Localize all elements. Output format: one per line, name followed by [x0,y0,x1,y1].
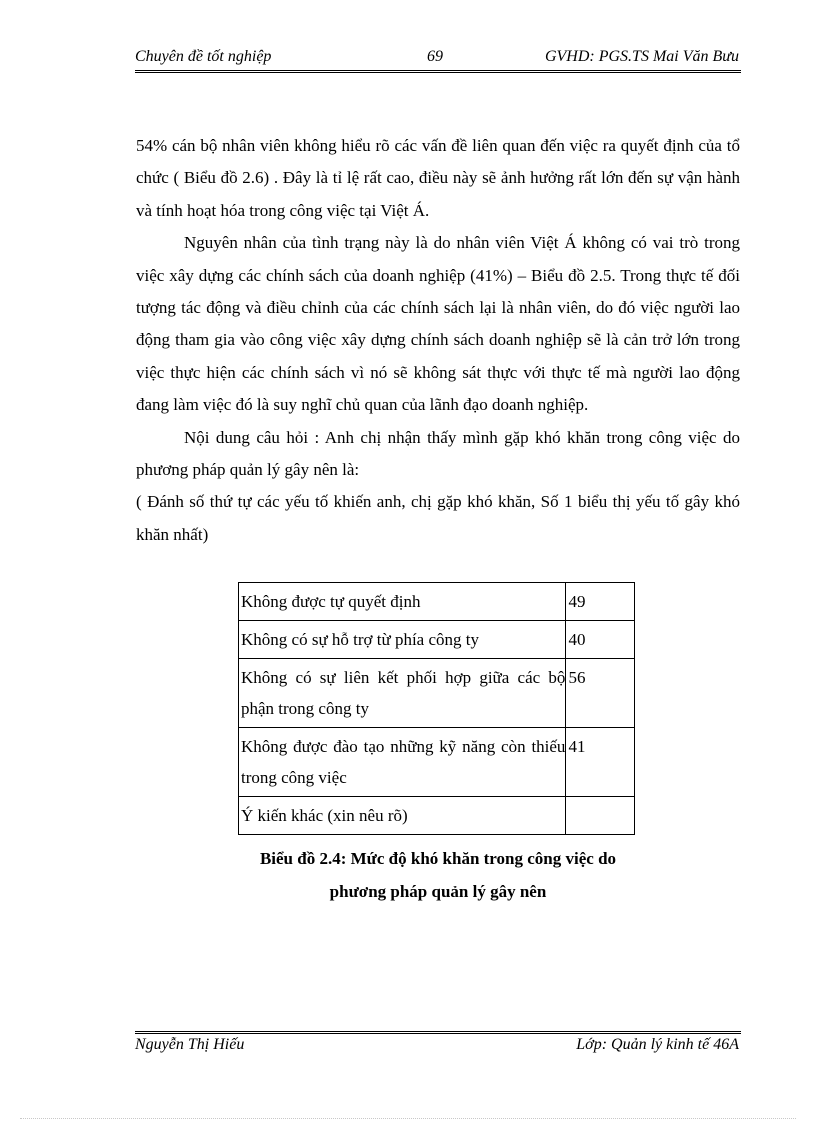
table-row [239,621,635,659]
paragraph-2: Nguyên nhân của tình trạng này là do nhân viên Việt Á không có vai trò trong việc xây dựng các chính sách của doanh nghiệp (41%) – Biểu đồ 2.5. Trong thực tế đối tượng tác động và điều chỉnh của các chính sách lại là nhân viên, do đó việc người lao động tham gia vào công việc xây dựng chính sách doanh nghiệp sẽ là cản trở lớn trong việc thực hiện các chính sách vì nó sẽ không sát thực với thực tế mà người lao động đang làm việc đó là suy nghĩ chủ quan của lãnh đạo doanh nghiệp. [136,233,740,415]
table-cell-value: 40 [566,621,635,659]
table-cell-value: 41 [566,728,635,797]
table-row [239,659,635,728]
page-header [135,48,739,70]
page-footer [135,1036,739,1058]
table-cell-label: Không có sự liên kết phối hợp giữa các bộ phận trong công ty [239,659,566,728]
table-cell-value [566,797,635,835]
page-number: 69 [427,48,443,65]
table-row [239,728,635,797]
paragraph-1: 54% cán bộ nhân viên không hiểu rõ các vấn đề liên quan đến việc ra quyết định của tổ chức ( Biểu đồ 2.6) . Đây là tỉ lệ rất cao, điều này sẽ ảnh hưởng rất lớn đến sự vận hành và tính hoạt hóa trong công việc tại Việt Á. [136,136,740,220]
table-cell-label: Ý kiến khác (xin nêu rõ) [239,797,566,835]
paragraph-4: ( Đánh số thứ tự các yếu tố khiến anh, chị gặp khó khăn, Số 1 biểu thị yếu tố gây khó khăn nhất) [136,492,740,544]
footer-class: Lớp: Quản lý kinh tế 46A [576,1036,739,1053]
caption-line-2: phương pháp quản lý gây nên [329,882,547,901]
table-cell-label: Không được đào tạo những kỹ năng còn thiếu trong công việc [239,728,566,797]
header-supervisor: GVHD: PGS.TS Mai Văn Bưu [544,48,739,65]
main-content [136,130,740,551]
table-cell-value: 56 [566,659,635,728]
caption-line-1: Biểu đồ 2.4: Mức độ khó khăn trong công việc do [259,849,617,868]
survey-table [238,582,635,835]
footer-rule [135,1031,741,1034]
page-edge-divider [20,1118,796,1119]
footer-author: Nguyễn Thị Hiếu [135,1036,245,1053]
table-cell-label: Không được tự quyết định [239,583,566,621]
table-row [239,797,635,835]
table-row [239,583,635,621]
table-cell-label: Không có sự hỗ trợ từ phía công ty [239,621,566,659]
figure-caption [180,842,696,908]
header-title: Chuyên đề tốt nghiệp [135,48,272,65]
paragraph-3: Nội dung câu hỏi : Anh chị nhận thấy mình gặp khó khăn trong công việc do phương pháp quản lý gây nên là: [136,427,740,480]
header-rule [135,70,741,73]
table-cell-value: 49 [566,583,635,621]
